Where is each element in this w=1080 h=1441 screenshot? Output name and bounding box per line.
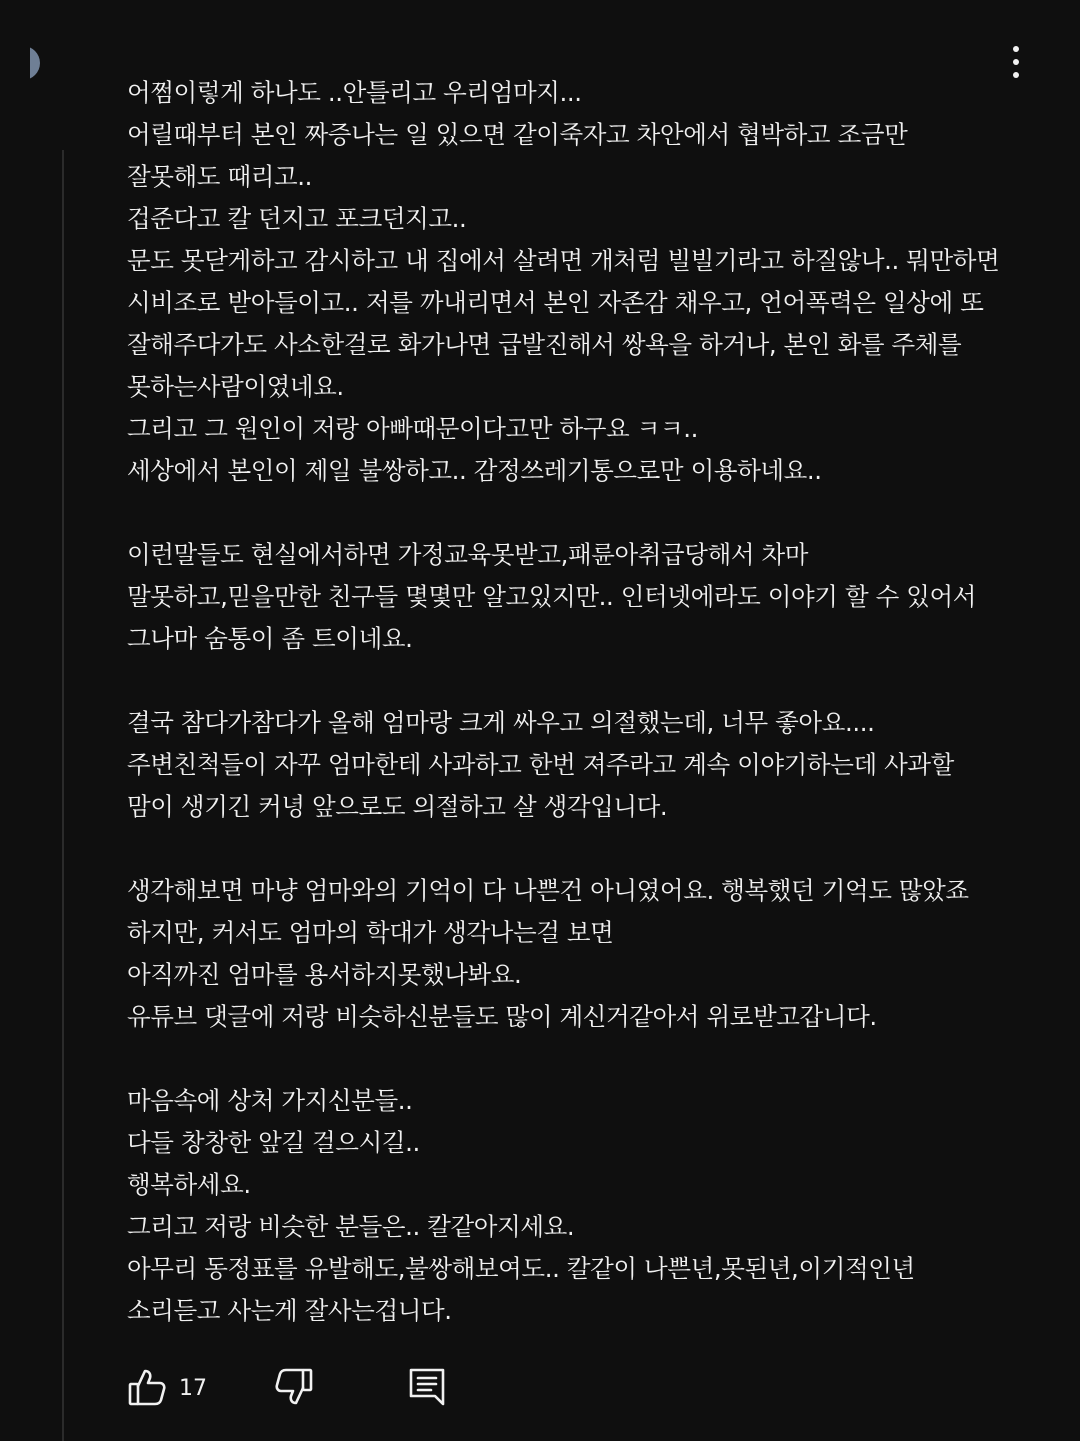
comment-line: 맘이 생기긴 커녕 앞으로도 의절하고 살 생각입니다.	[127, 792, 668, 821]
comment-reply-icon	[407, 1366, 447, 1408]
comment-line: 유튜브 댓글에 저랑 비슷하신분들도 많이 계신거같아서 위로받고갑니다.	[127, 1002, 877, 1031]
comment-line: 못하는사람이였네요.	[127, 372, 344, 401]
comment-line: 주변친척들이 자꾸 엄마한테 사과하고 한번 져주라고 계속 이야기하는데 사과할	[127, 750, 954, 779]
like-button[interactable]	[127, 1366, 167, 1408]
comment-text	[127, 72, 1017, 1332]
comment-line: 결국 참다가참다가 올해 엄마랑 크게 싸우고 의절했는데, 너무 좋아요....	[127, 708, 875, 737]
comment-line: 그리고 저랑 비슷한 분들은.. 칼같아지세요.	[127, 1212, 575, 1241]
dislike-button[interactable]	[274, 1366, 314, 1408]
comment-blank-line	[127, 828, 1017, 870]
comment-line: 다들 창창한 앞길 걸으시길..	[127, 1128, 420, 1157]
comment-blank-line	[127, 660, 1017, 702]
comment-line: 하지만, 커서도 엄마의 학대가 생각나는걸 보면	[127, 918, 614, 947]
comment-line: 행복하세요.	[127, 1170, 251, 1199]
more-vertical-icon-dot	[1013, 59, 1019, 65]
comment-blank-line	[127, 492, 1017, 534]
reply-button[interactable]	[407, 1366, 447, 1408]
comment-actions	[127, 1366, 467, 1414]
thumbs-up-icon	[127, 1366, 167, 1408]
reply-thread-line	[62, 150, 64, 1441]
thumbs-down-icon	[274, 1366, 314, 1408]
comment-line: 잘해주다가도 사소한걸로 화가나면 급발진해서 쌍욕을 하거나, 본인 화를 주체를	[127, 330, 962, 359]
more-vertical-icon	[1013, 46, 1019, 52]
comment-line: 겁준다고 칼 던지고 포크던지고..	[127, 204, 467, 233]
comment-line: 그나마 숨통이 좀 트이네요.	[127, 624, 413, 653]
comment-line: 세상에서 본인이 제일 불쌍하고.. 감정쓰레기통으로만 이용하네요..	[127, 456, 822, 485]
like-count: 17	[179, 1376, 207, 1401]
comment-line: 아직까진 엄마를 용서하지못했나봐요.	[127, 960, 522, 989]
comment-line: 시비조로 받아들이고.. 저를 까내리면서 본인 자존감 채우고, 언어폭력은 일상에 또	[127, 288, 984, 317]
comment-line: 이런말들도 현실에서하면 가정교육못받고,패륜아취급당해서 차마	[127, 540, 809, 569]
comment-line: 마음속에 상처 가지신분들..	[127, 1086, 413, 1115]
comment-line: 생각해보면 마냥 엄마와의 기억이 다 나쁜건 아니였어요. 행복했던 기억도 많았죠	[127, 876, 969, 905]
comment-line: 어쩜이렇게 하나도 ..안틀리고 우리엄마지...	[127, 78, 582, 107]
comment-line: 어릴때부터 본인 짜증나는 일 있으면 같이죽자고 차안에서 협박하고 조금만	[127, 120, 908, 149]
comment-line: 잘못해도 때리고..	[127, 162, 313, 191]
avatar[interactable]	[30, 46, 40, 80]
comment-line: 말못하고,믿을만한 친구들 몇몇만 알고있지만.. 인터넷에라도 이야기 할 수 있어서	[127, 582, 977, 611]
comment-line: 아무리 동정표를 유발해도,불쌍해보여도.. 칼같이 나쁜년,못된년,이기적인년	[127, 1254, 915, 1283]
comment-line: 그리고 그 원인이 저랑 아빠때문이다고만 하구요 ㅋㅋ..	[127, 414, 698, 443]
comment-line: 문도 못닫게하고 감시하고 내 집에서 살려면 개처럼 빌빌기라고 하질않나.. 뭐만하면	[127, 246, 1000, 275]
comment-line: 소리듣고 사는게 잘사는겁니다.	[127, 1296, 452, 1325]
comment-blank-line	[127, 1038, 1017, 1080]
